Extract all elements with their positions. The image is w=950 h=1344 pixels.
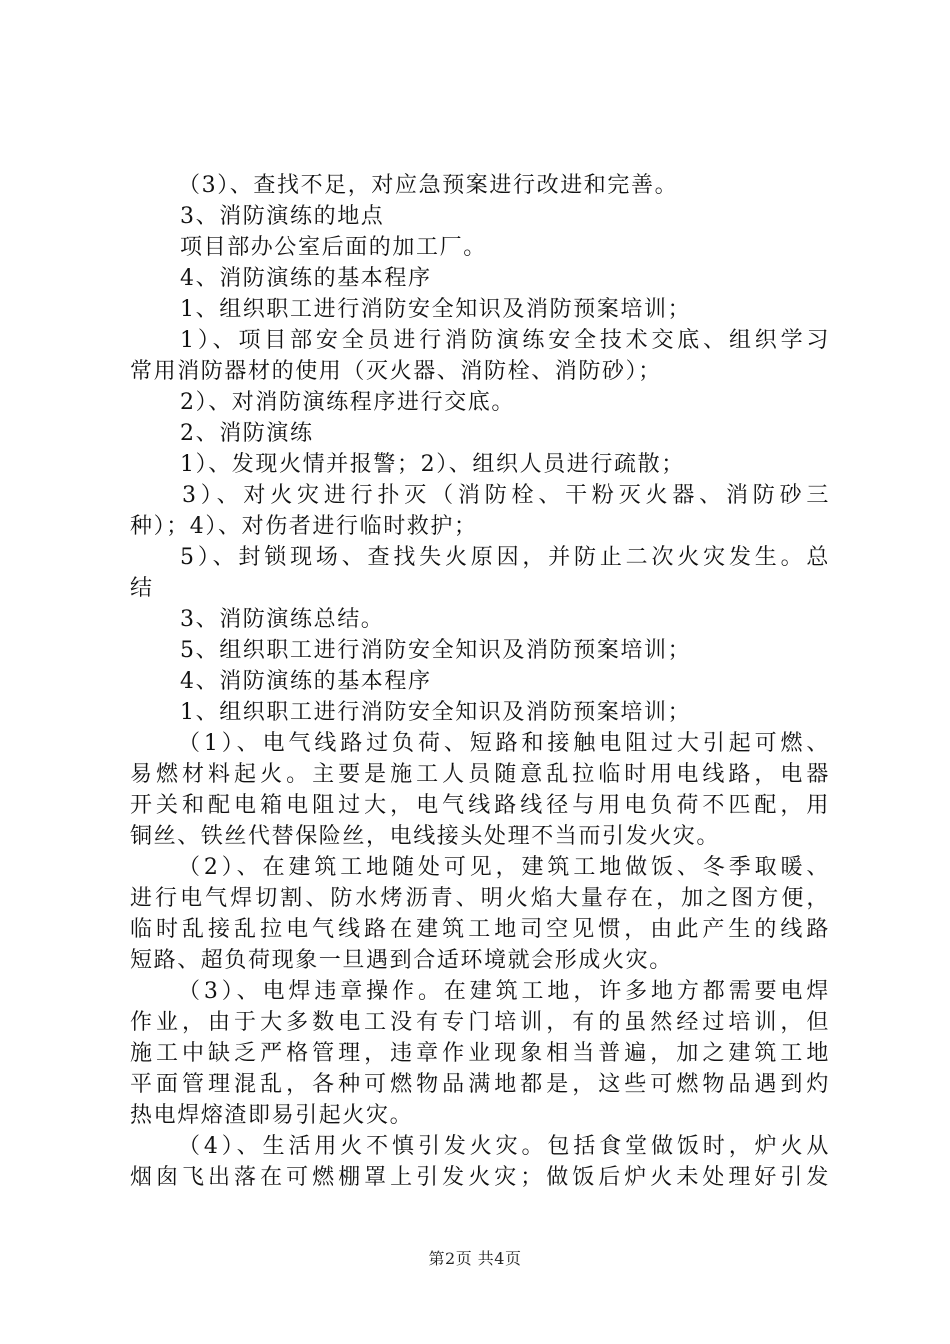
text-line: 3）、对火灾进行扑灭（消防栓、干粉灭火器、消防砂三 [182,483,830,508]
text-line: 4、消防演练的基本程序 [180,266,432,291]
text-line: 2、消防演练 [180,421,314,446]
text-line: （3）、查找不足，对应急预案进行改进和完善。 [178,173,679,198]
text-line: 易燃材料起火。主要是施工人员随意乱拉临时用电线路，电器 [130,762,830,787]
text-line: 烟囱飞出落在可燃棚罩上引发火灾；做饭后炉火未处理好引发 [130,1165,830,1190]
text-line: 1）、发现火情并报警；2）、组织人员进行疏散； [180,452,685,477]
text-line: 4、消防演练的基本程序 [180,669,432,694]
text-line: （1）、电气线路过负荷、短路和接触电阻过大引起可燃、 [178,731,830,756]
text-line: 热电焊熔渣即易引起火灾。 [130,1103,414,1128]
text-line: （2）、在建筑工地随处可见，建筑工地做饭、冬季取暖、 [178,855,830,880]
text-line: 结 [130,576,154,601]
text-line: 平面管理混乱，各种可燃物品满地都是，这些可燃物品遇到灼 [130,1072,830,1097]
text-line: 1、组织职工进行消防安全知识及消防预案培训； [180,700,692,725]
text-line: 临时乱接乱拉电气线路在建筑工地司空见惯，由此产生的线路 [130,917,830,942]
text-line: 常用消防器材的使用（灭火器、消防栓、消防砂）； [130,359,662,384]
text-line: 施工中缺乏严格管理，违章作业现象相当普遍，加之建筑工地 [130,1041,830,1066]
text-line: 短路、超负荷现象一旦遇到合适环境就会形成火灾。 [130,948,673,973]
text-line: 5、组织职工进行消防安全知识及消防预案培训； [180,638,692,663]
text-line: 项目部办公室后面的加工厂。 [180,235,487,260]
text-line: （3）、电焊违章操作。在建筑工地，许多地方都需要电焊 [178,979,830,1004]
text-line: 5）、封锁现场、查找失火原因，并防止二次火灾发生。总 [180,545,830,570]
text-line: 铜丝、铁丝代替保险丝，电线接头处理不当而引发火灾。 [130,824,721,849]
text-line: 开关和配电箱电阻过大，电气线路线径与用电负荷不匹配，用 [130,793,830,818]
text-line: 进行电气焊切割、防水烤沥青、明火焰大量存在，加之图方便， [130,886,830,911]
text-line: 2）、对消防演练程序进行交底。 [180,390,515,415]
text-line: 3、消防演练总结。 [180,607,385,632]
text-line: 种）；4）、对伤者进行临时救护； [130,514,478,539]
document-body [130,170,830,1193]
text-line: 3、消防演练的地点 [180,204,385,229]
text-line: 1、组织职工进行消防安全知识及消防预案培训； [180,297,692,322]
text-line: （4）、生活用火不慎引发火灾。包括食堂做饭时，炉火从 [178,1134,830,1159]
text-line: 作业，由于大多数电工没有专门培训，有的虽然经过培训，但 [130,1010,830,1035]
page-number-footer: 第2页 共4页 [428,1249,522,1268]
text-line: 1）、项目部安全员进行消防演练安全技术交底、组织学习 [180,328,830,353]
